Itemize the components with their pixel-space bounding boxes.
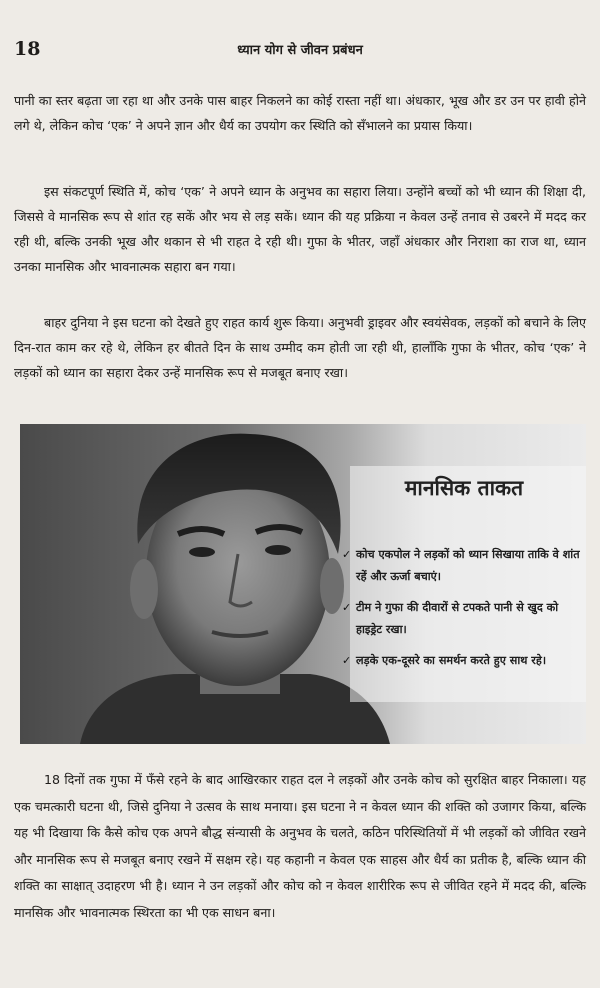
- info-list: [342, 544, 586, 681]
- check-icon: ✓: [342, 548, 352, 561]
- list-item-text: टीम ने गुफा की दीवारों से टपकते पानी से खुद को हाइड्रेट रखा।: [356, 601, 559, 636]
- info-panel-title: मानसिक ताकत: [404, 476, 524, 500]
- page-number: 18: [14, 38, 41, 60]
- running-title: ध्यान योग से जीवन प्रबंधन: [237, 43, 363, 58]
- list-item-text: लड़के एक-दूसरे का समर्थन करते हुए साथ रहे।: [356, 654, 547, 667]
- list-item: [342, 597, 586, 641]
- list-item: [342, 650, 586, 672]
- page-header: [0, 38, 600, 62]
- paragraph-1: पानी का स्तर बढ़ता जा रहा था और उनके पास बाहर निकलने का कोई रास्ता नहीं था। अंधकार, भूख और डर उन पर हावी होने लगे थे, लेकिन कोच ‘एक’ ने अपने ज्ञान और धैर्य का उपयोग कर स्थिति को सँभालने का प्रयास किया।: [14, 93, 586, 133]
- paragraph-2: इस संकटपूर्ण स्थिति में, कोच ‘एक’ ने अपने ध्यान के अनुभव का सहारा लिया। उन्होंने बच्चों को भी ध्यान की शिक्षा दी, जिससे वे मानसिक रूप से शांत रह सकें और भय से लड़ सकें। ध्यान की यह प्रक्रिया न केवल उन्हें तनाव से उबरने में मदद कर रही थी, बल्कि उनकी भूख और थकान से भी राहत दे रही थी। गुफा के भीतर, जहाँ अंधकार और निराशा का राज था, ध्यान उनका मानसिक और भावनात्मक सहारा बन गया।: [14, 184, 586, 274]
- check-icon: ✓: [342, 601, 352, 614]
- check-icon: ✓: [342, 654, 352, 667]
- list-item-text: कोच एकपोल ने लड़कों को ध्यान सिखाया ताकि वे शांत रहें और ऊर्जा बचाएं।: [356, 548, 580, 583]
- paragraph-4: 18 दिनों तक गुफा में फँसे रहने के बाद आखिरकार राहत दल ने लड़कों और उनके कोच को सुरक्षित बाहर निकाला। यह एक चमत्कारी घटना थी, जिसे दुनिया ने उत्सव के साथ मनाया। इस घटना ने न केवल ध्यान की शक्ति को उजागर किया, बल्कि यह भी दिखाया कि कैसे कोच एक अपने बौद्ध संन्यासी के अनुभव के चलते, कठिन परिस्थितियों में भी लड़कों को जीवित रखने और मानसिक रूप से मजबूत बनाए रखने में सक्षम रहे। यह कहानी न केवल एक साहस और धैर्य का प्रतीक है, बल्कि ध्यान की शक्ति का साक्षात् उदाहरण भी है। ध्यान ने उन लड़कों और कोच को न केवल शारीरिक रूप से जीवित रहने में मदद की, बल्कि मानसिक और भावनात्मक स्थिरता का भी एक साधन बना।: [14, 772, 586, 920]
- list-item: [342, 544, 586, 588]
- figure-box: [20, 424, 586, 744]
- paragraph-3: बाहर दुनिया ने इस घटना को देखते हुए राहत कार्य शुरू किया। अनुभवी ड्राइवर और स्वयंसेवक, लड़कों को बचाने के लिए दिन-रात काम कर रहे थे, लेकिन हर बीतते दिन के साथ उम्मीद कम होती जा रही थी, हालाँकि गुफा के भीतर, कोच ‘एक’ ने लड़कों को ध्यान का सहारा देकर उन्हें मानसिक रूप से मजबूत बनाए रखा।: [14, 315, 586, 380]
